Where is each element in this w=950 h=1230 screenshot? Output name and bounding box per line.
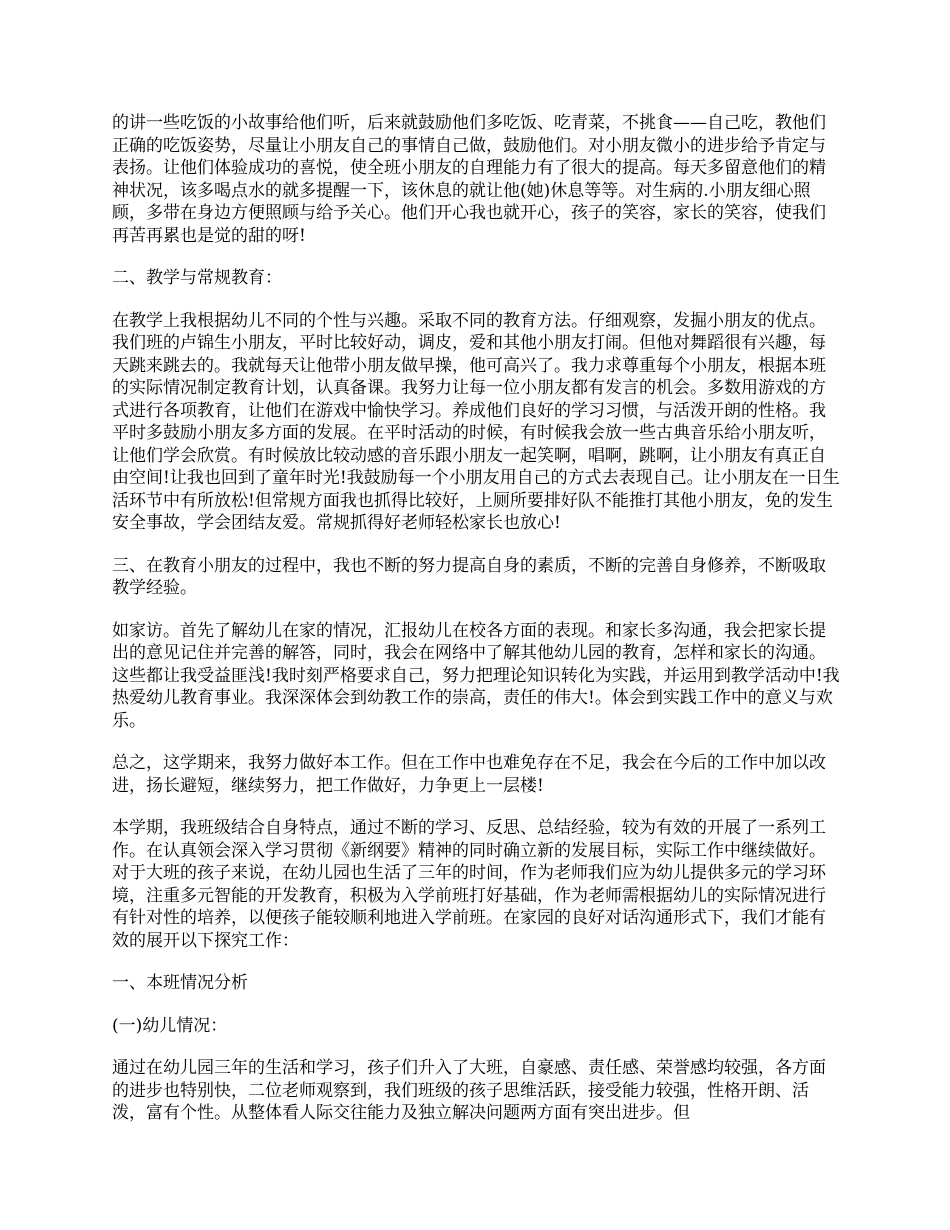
paragraph-teaching-methods: 在教学上我根据幼儿不同的个性与兴趣。采取不同的教育方法。仔细观察，发掘小朋友的优点。我们班的卢锦生小朋友，平时比较好动，调皮，爱和其他小朋友打闹。但他对舞蹈很有兴趣，每天跳来跳去的。我就每天让他带小朋友做早操，他可高兴了。我力求尊重每个小朋友，根据本班的实际情况制定教育计划，认真备课。我努力让每一位小朋友都有发言的机会。多数用游戏的方式进行各项教育，让他们在游戏中愉快学习。养成他们良好的学习习惯，与活泼开朗的性格。我平时多鼓励小朋友多方面的发展。在平时活动的时候，有时候我会放一些古典音乐给小朋友听，让他们学会欣赏。有时候放比较动感的音乐跟小朋友一起笑啊，唱啊，跳啊，让小朋友有真正自由空间!让我也回到了童年时光!我鼓励每一个小朋友用自己的方式去表现自己。让小朋友在一日生活环节中有所放松!但常规方面我也抓得比较好，上厕所要排好队不能推打其他小朋友，免的发生安全事故，学会团结友爱。常规抓得好老师轻松家长也放心! [112,310,840,533]
document-page [112,112,840,1145]
paragraph-semester-overview: 本学期，我班级结合自身特点，通过不断的学习、反思、总结经验，较为有效的开展了一系列工作。在认真领会深入学习贯彻《新纲要》精神的同时确立新的发展目标，实际工作中继续做好。对于大班的孩子来说，在幼儿园也生活了三年的时间，作为老师我们应为幼儿提供多元的学习环境，注重多元智能的开发教育，积极为入学前班打好基础，作为老师需根据幼儿的实际情况进行有针对性的培养，以便孩子能较顺利地进入学前班。在家园的良好对话沟通形式下，我们才能有效的展开以下探究工作： [112,818,826,951]
section-heading-class-analysis: 一、本班情况分析 [112,973,248,993]
subsection-heading-children: (一)幼儿情况： [112,1015,228,1036]
paragraph-home-visits: 如家访。首先了解幼儿在家的情况，汇报幼儿在校各方面的表现。和家长多沟通，我会把家长提出的意见记住并完善的解答，同时，我会在网络中了解其他幼儿园的教育，怎样和家长的沟通。这些都让我受益匪浅!我时刻严格要求自己，努力把理论知识转化为实践，并运用到教学活动中!我热爱幼儿教育事业。我深深体会到幼教工作的崇高，责任的伟大!。体会到实践工作中的意义与欢乐。 [112,620,840,731]
paragraph-children-situation: 通过在幼儿园三年的生活和学习，孩子们升入了大班，自豪感、责任感、荣誉感均较强，各方面的进步也特别快，二位老师观察到，我们班级的孩子思维活跃，接受能力较强，性格开朗、活泼，富有个性。从整体看人际交往能力及独立解决问题两方面有突出进步。但 [112,1058,826,1123]
paragraph-summary: 总之，这学期来，我努力做好本工作。但在工作中也难免存在不足，我会在今后的工作中加以改进，扬长避短，继续努力，把工作做好，力争更上一层楼! [112,753,826,796]
paragraph-eating-habits: 的讲一些吃饭的小故事给他们听，后来就鼓励他们多吃饭、吃青菜，不挑食——自己吃，教他们正确的吃饭姿势，尽量让小朋友自己的事情自己做，鼓励他们。对小朋友微小的进步给予肯定与表扬。让他们体验成功的喜悦，使全班小朋友的自理能力有了很大的提高。每天多留意他们的精神状况，该多喝点水的就多提醒一下，该休息的就让他(她)休息等等。对生病的.小朋友细心照顾，多带在身边方便照顾与给予关心。他们开心我也就开心，孩子的笑容，家长的笑容，使我们再苦再累也是觉的甜的呀! [112,113,826,246]
section-heading-self-improvement: 三、在教育小朋友的过程中，我也不断的努力提高自身的素质，不断的完善自身修养，不断吸取教学经验。 [112,555,826,598]
section-heading-teaching: 二、教学与常规教育： [112,268,282,288]
